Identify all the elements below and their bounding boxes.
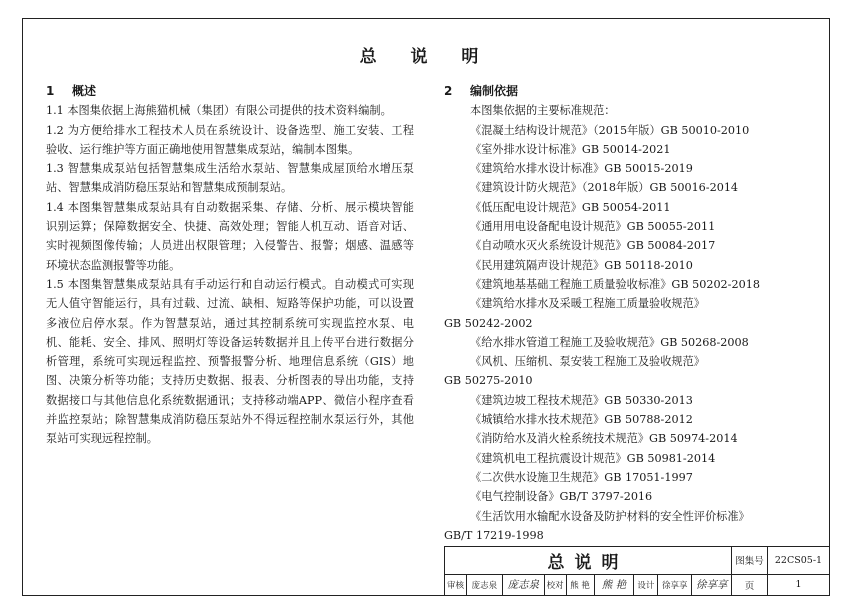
standard-item: 《室外排水设计标准》GB 50014-2021 xyxy=(470,142,671,156)
basis-intro: 本图集依据的主要标准规范： xyxy=(470,104,616,118)
standard-item: 《消防给水及消火栓系统技术规范》GB 50974-2014 xyxy=(470,432,738,446)
standard-item: 《给水排水管道工程施工及验收规范》GB 50268-2008 xyxy=(470,335,749,349)
titleblock-atlas-label: 图集号 xyxy=(732,547,768,575)
titleblock-design-label: 设计 xyxy=(634,574,658,595)
titleblock-atlas-number: 22CS05-1 xyxy=(768,547,830,575)
standard-item: 《低压配电设计规范》GB 50054-2011 xyxy=(470,200,671,214)
overview-section xyxy=(46,82,414,449)
standard-item: 《建筑设计防火规范》（2018年版）GB 50016-2014 xyxy=(470,181,739,195)
titleblock-page-label: 页 xyxy=(732,574,768,595)
titleblock-checker-signature: 熊 艳 xyxy=(594,574,634,595)
titleblock-check-label: 校对 xyxy=(544,574,566,595)
basis-heading-number: 2 xyxy=(444,84,453,98)
standard-item: 《自动喷水灭火系统设计规范》GB 50084-2017 xyxy=(470,239,716,253)
overview-paragraph-5: 1.5 本图集智慧集成泵站具有手动运行和自动运行模式。自动模式可实现无人值守智能运行，具有过载、过流、缺相、短路等保护功能，可以设置多液位启停水泵。作为智慧泵站，通过其控制系统可实现监控水泵、电机、能耗、安全、排风、照明灯等设备运转数据并且上传平台进行数据分析管理，系统可实现远程监控、预警报警分析、地理信息系统（GIS）地图、决策分析等功能；支持历史数据、报表、分析图表的导出功能，支持数据接口与其他信息化系统数据通讯；支持移动端APP、微信小程序查看并监控泵站；除智慧集成消防稳压泵站外不得远程控制水泵运行外，其他泵站可实现远程控制。 xyxy=(46,277,414,446)
titleblock-reviewer-name: 庞志泉 xyxy=(466,574,502,595)
standard-item: 《城镇给水排水技术规范》GB 50788-2012 xyxy=(470,413,693,427)
titleblock-checker-name: 熊 艳 xyxy=(566,574,594,595)
standard-item: 《民用建筑隔声设计规范》GB 50118-2010 xyxy=(470,258,693,272)
standard-item: 《生活饮用水输配水设备及防护材料的安全性评价标准》 xyxy=(470,509,750,523)
standard-item: 《建筑地基基础工程施工质量验收标准》GB 50202-2018 xyxy=(470,277,760,291)
basis-section xyxy=(444,82,824,545)
titleblock-drawing-name: 总说明 xyxy=(445,547,732,575)
titleblock-designer-signature: 徐享享 xyxy=(692,574,732,595)
standard-item: 《建筑边坡工程技术规范》GB 50330-2013 xyxy=(470,393,693,407)
basis-heading-text: 编制依据 xyxy=(470,84,519,98)
standard-item: 《建筑给水排水设计标准》GB 50015-2019 xyxy=(470,162,693,176)
titleblock-page-number: 1 xyxy=(768,574,830,595)
titleblock-review-label: 审核 xyxy=(445,574,467,595)
standard-item-continued: GB 50242-2002 xyxy=(444,316,533,330)
basis-heading xyxy=(444,82,824,101)
overview-heading-number: 1 xyxy=(46,84,55,98)
overview-paragraph-2: 1.2 为方便给排水工程技术人员在系统设计、设备选型、施工安装、工程验收、运行维护等方面正确地使用智慧集成泵站，编制本图集。 xyxy=(46,123,414,156)
standard-item-continued: GB/T 17219-1998 xyxy=(444,528,544,542)
titleblock-reviewer-signature: 庞志泉 xyxy=(502,574,544,595)
standard-item: 《电气控制设备》GB/T 3797-2016 xyxy=(470,490,653,504)
titleblock-designer-name: 徐享享 xyxy=(658,574,692,595)
standard-item: 《风机、压缩机、泵安装工程施工及验收规范》 xyxy=(470,355,705,369)
title-block xyxy=(444,546,830,596)
standard-item: 《建筑给水排水及采暖工程施工质量验收规范》 xyxy=(470,297,705,311)
standard-item: 《建筑机电工程抗震设计规范》GB 50981-2014 xyxy=(470,451,716,465)
overview-paragraph-3: 1.3 智慧集成泵站包括智慧集成生活给水泵站、智慧集成屋顶给水增压泵站、智慧集成消防稳压泵站和智慧集成预制泵站。 xyxy=(46,162,414,195)
standard-item: 《二次供水设施卫生规范》GB 17051-1997 xyxy=(470,470,693,484)
overview-heading-text: 概述 xyxy=(72,84,97,98)
standard-item: 《通用用电设备配电设计规范》GB 50055-2011 xyxy=(470,220,716,234)
page-title: 总 说 明 xyxy=(359,47,493,67)
overview-paragraph-1: 1.1 本图集依据上海熊猫机械（集团）有限公司提供的技术资料编制。 xyxy=(46,104,392,118)
overview-heading xyxy=(46,82,414,101)
standard-item: 《混凝土结构设计规范》（2015年版）GB 50010-2010 xyxy=(470,123,750,137)
standard-item-continued: GB 50275-2010 xyxy=(444,374,533,388)
overview-paragraph-4: 1.4 本图集智慧集成泵站具有自动数据采集、存储、分析、展示模块智能识别运算；保障数据安全、快捷、高效处理；智能人机互动、语音对话、实时视频图像传输；人员进出权限管理；入侵警告、报警；烟感、温感等环境状态监测报警等功能。 xyxy=(46,200,414,272)
